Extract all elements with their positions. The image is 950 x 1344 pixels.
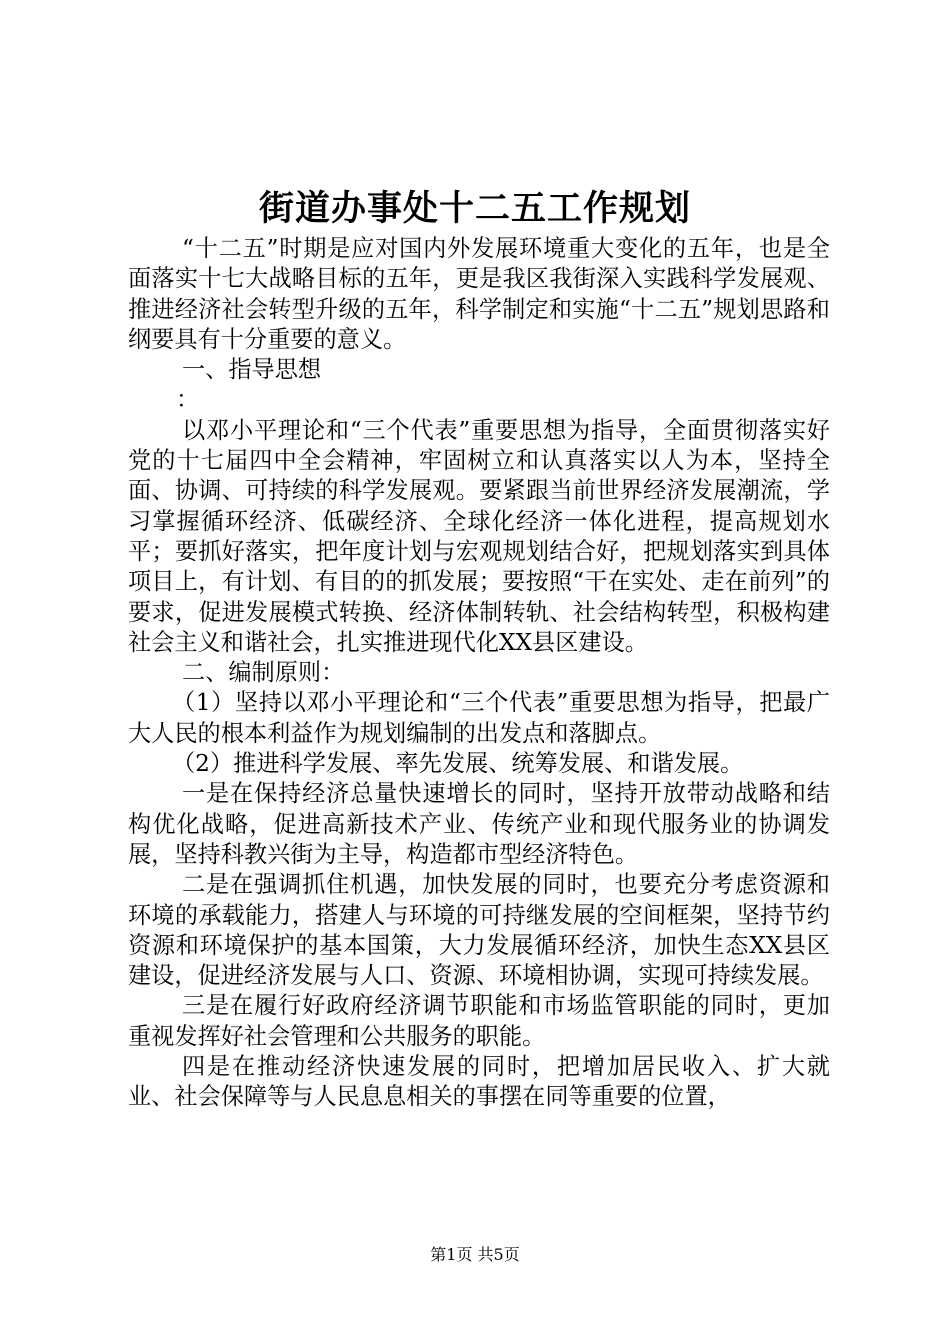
paragraph-point-3: 三是在履行好政府经济调节职能和市场监管职能的同时，更加重视发挥好社会管理和公共服务的职能。 [128, 992, 830, 1050]
paragraph-intro: “十二五”时期是应对国内外发展环境重大变化的五年，也是全面落实十七大战略目标的五年，更是我区我街深入实践科学发展观、推进经济社会转型升级的五年，科学制定和实施“十二五”规划思路和纲要具有十分重要的意义。 [128, 235, 830, 353]
paragraph-principle-1: （1）坚持以邓小平理论和“三个代表”重要思想为指导，把最广大人民的根本利益作为规划编制的出发点和落脚点。 [128, 689, 830, 747]
document-body [128, 234, 830, 1113]
stray-colon: ： [176, 386, 200, 414]
paragraph-point-4: 四是在推动经济快速发展的同时，把增加居民收入、扩大就业、社会保障等与人民息息相关的事摆在同等重要的位置， [128, 1053, 830, 1111]
paragraph-principle-2: （2）推进科学发展、率先发展、统筹发展、和谐发展。 [172, 750, 744, 778]
page-footer: 第1页 共5页 [430, 1245, 520, 1264]
paragraph-guiding-ideology: 以邓小平理论和“三个代表”重要思想为指导，全面贯彻落实好党的十七届四中全会精神，牢固树立和认真落实以人为本，坚持全面、协调、可持续的科学发展观。要紧跟当前世界经济发展潮流，学习掌握循环经济、低碳经济、全球化经济一体化进程，提高规划水平；要抓好落实，把年度计划与宏观规划结合好，把规划落实到具体项目上，有计划、有目的的抓发展；要按照“干在实处、走在前列”的要求，促进发展模式转换、经济体制转轨、社会结构转型，积极构建社会主义和谐社会，扎实推进现代化XX县区建设。 [128, 416, 830, 656]
paragraph-point-1: 一是在保持经济总量快速增长的同时，坚持开放带动战略和结构优化战略，促进高新技术产业、传统产业和现代服务业的协调发展，坚持科教兴街为主导，构造都市型经济特色。 [128, 780, 830, 868]
heading-guiding-ideology: 一、指导思想 [182, 356, 322, 384]
paragraph-point-2: 二是在强调抓住机遇，加快发展的同时，也要充分考虑资源和环境的承载能力，搭建人与环境的可持继发展的空间框架，坚持节约资源和环境保护的基本国策，大力发展循环经济，加快生态XX县区建设，促进经济发展与人口、资源、环境相协调，实现可持续发展。 [128, 871, 830, 990]
heading-principles: 二、编制原则： [182, 659, 345, 687]
document-title: 街道办事处十二五工作规划 [258, 188, 691, 229]
